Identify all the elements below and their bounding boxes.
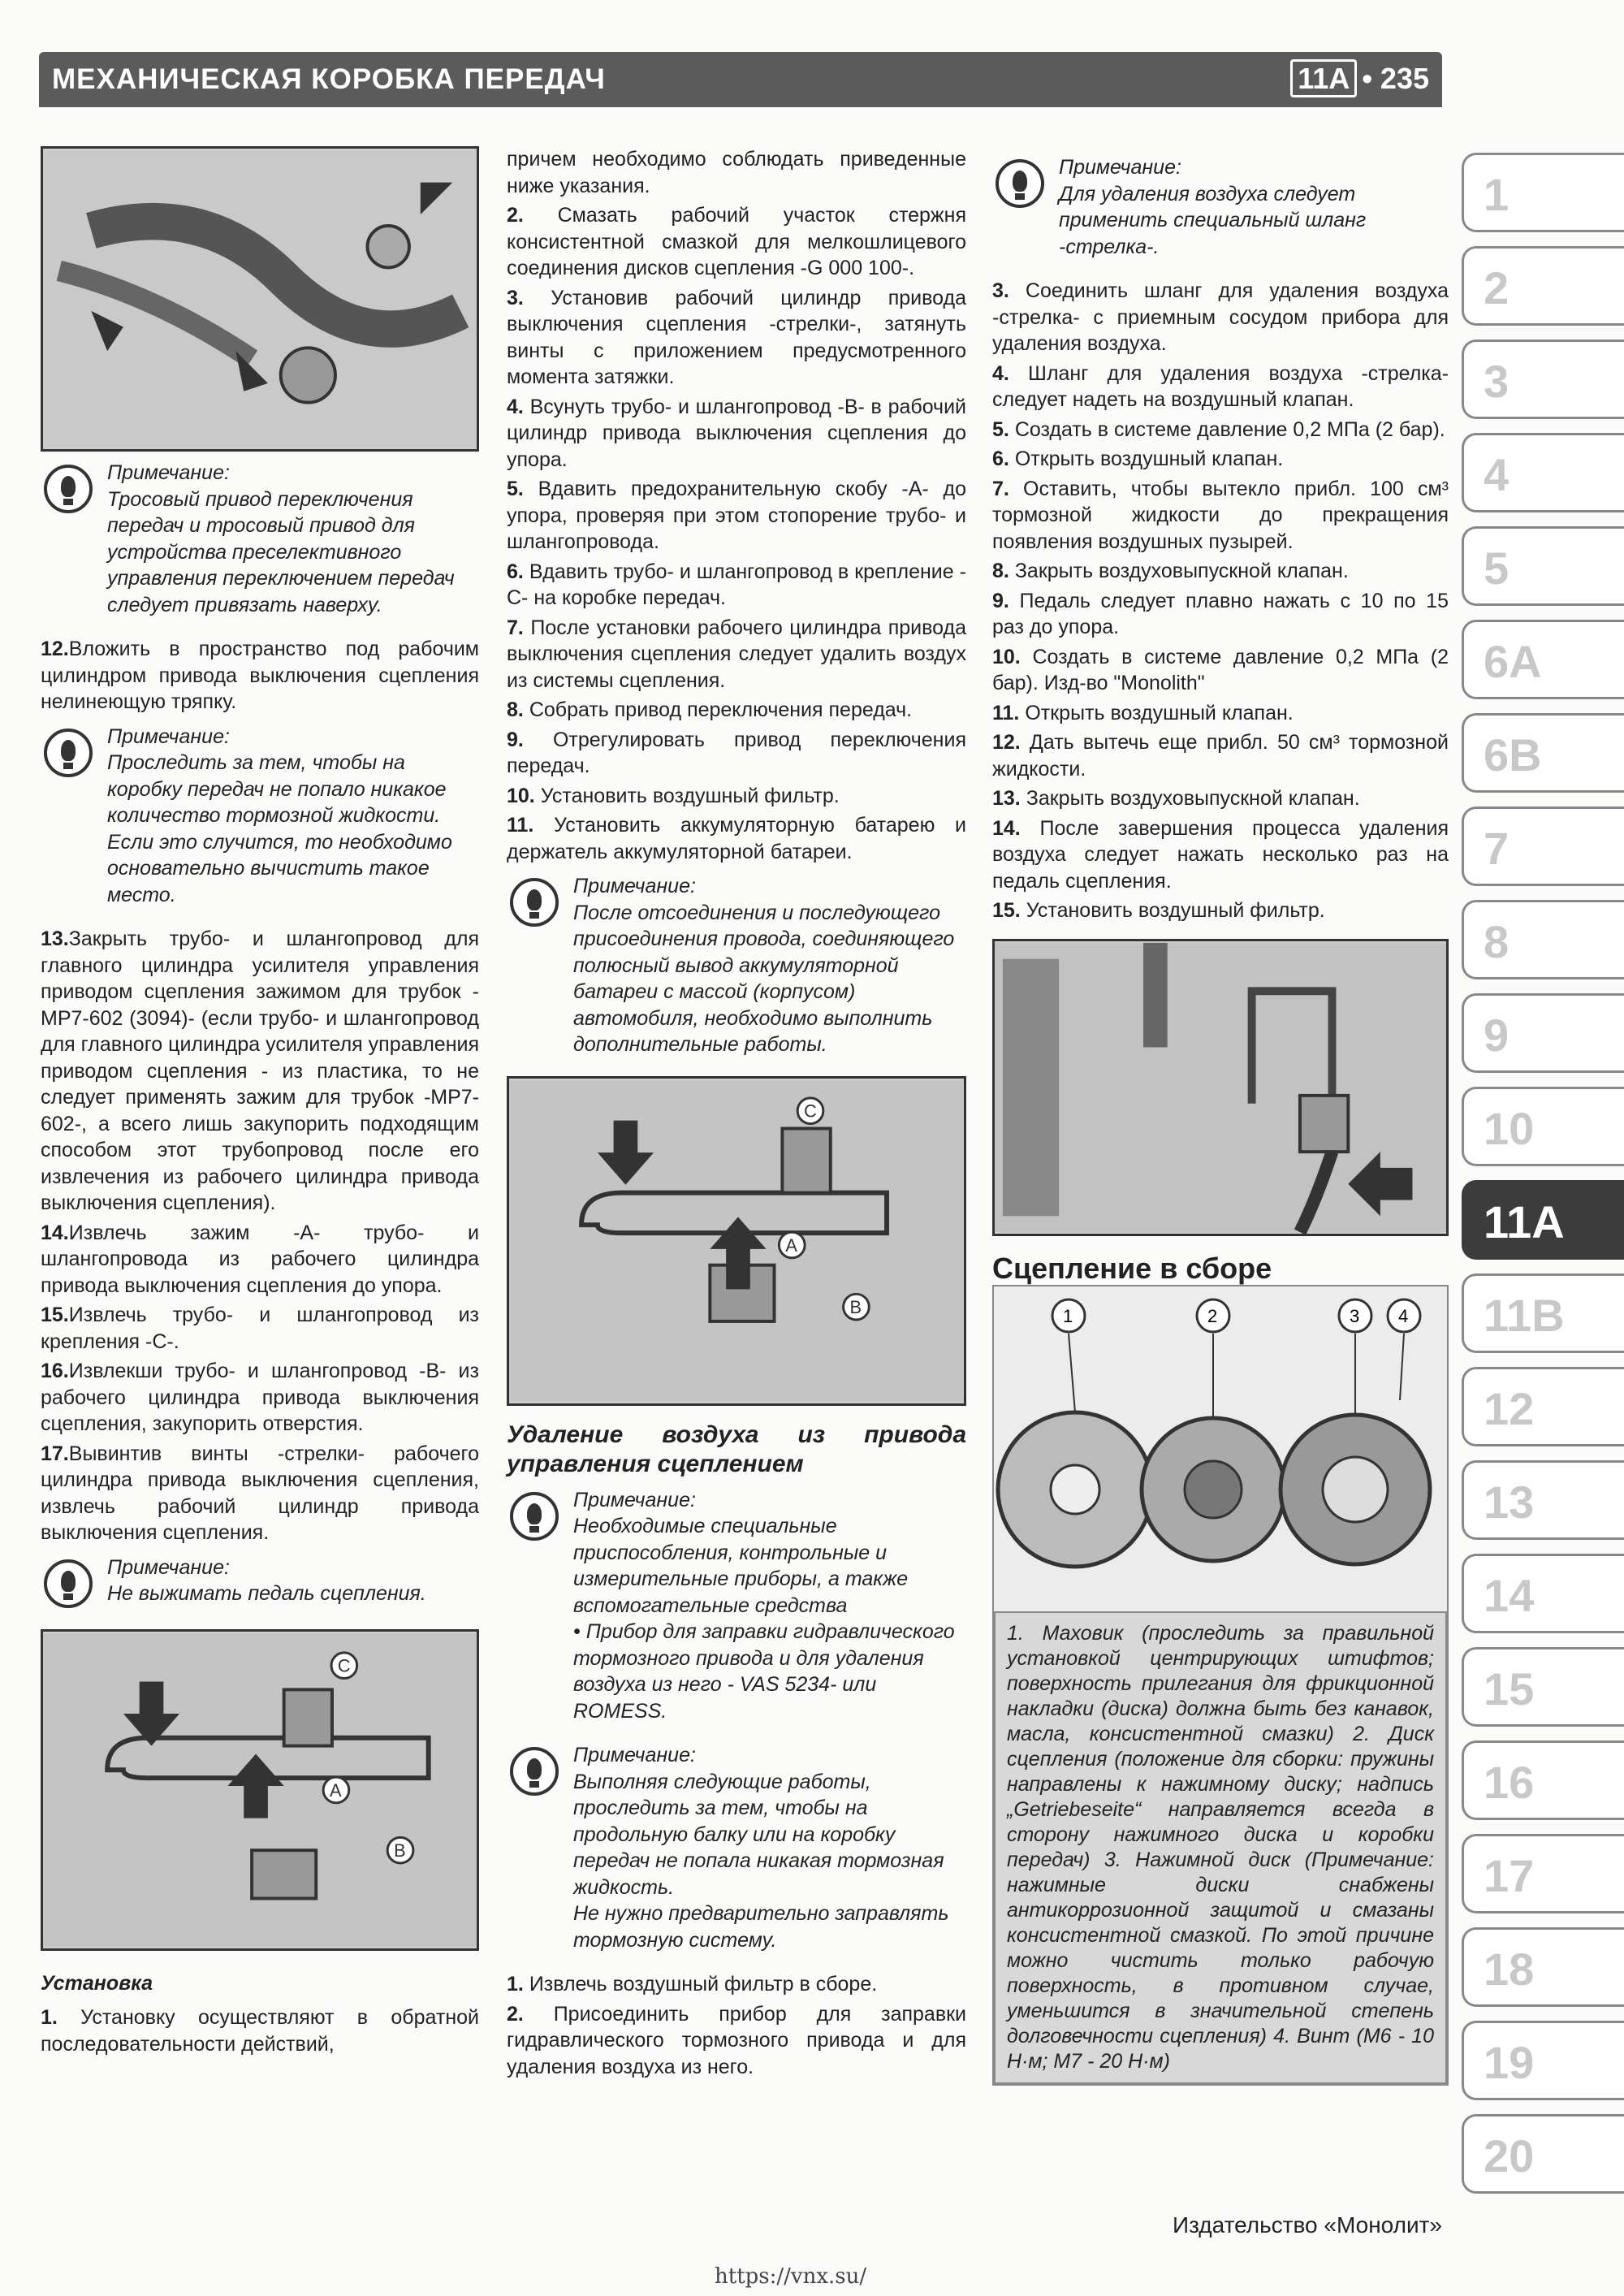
note-title: Примечание:	[107, 461, 230, 484]
step-b2: 2. Присоединить прибор для заправки гидравлического тормозного привода и для удаления воздуха из него.	[507, 2002, 967, 2078]
figure-clutch-assembly	[994, 1286, 1447, 1611]
label-c: C	[337, 1655, 351, 1676]
step-11: 11. Установить аккумуляторную батарею и держатель аккумуляторной батареи.	[507, 814, 966, 863]
page-number: 235	[1380, 62, 1429, 95]
step-15: 15.Извлечь трубо- и шлангопровод из крепления -C-.	[41, 1304, 479, 1353]
chapter-tab-11b[interactable]: 11B	[1462, 1273, 1624, 1353]
label-a: A	[330, 1779, 342, 1801]
chapter-tab-20[interactable]: 20	[1462, 2114, 1624, 2194]
step-4: 4. Всунуть трубо- и шлангопровод -B- в рабочий цилиндр привода выключения сцепления до упора.	[507, 395, 967, 471]
chapter-tab-7[interactable]: 7	[1462, 806, 1624, 886]
label-4: 4	[1398, 1306, 1409, 1326]
step-16: 16.Извлекши трубо- и шлангопровод -B- из рабочего цилиндра привода выключения сцепления, закупорить отверстия.	[41, 1360, 479, 1435]
chapter-tab-2[interactable]: 2	[1462, 246, 1624, 326]
figure-slave-cylinder-2-drawing	[509, 1079, 964, 1403]
page-number-block: 11A • 235	[1290, 62, 1429, 96]
chapter-tab-9[interactable]: 9	[1462, 993, 1624, 1073]
label-a: A	[785, 1234, 797, 1256]
step-c8: 8. Закрыть воздуховыпускной клапан.	[992, 560, 1349, 582]
chapter-tab-6a[interactable]: 6A	[1462, 620, 1624, 699]
section-title: Сцепление в сборе	[992, 1251, 1272, 1285]
figure-slave-cylinder-2	[507, 1076, 966, 1406]
publisher: Издательство «Монолит»	[1172, 2212, 1442, 2238]
label-b: B	[394, 1840, 406, 1861]
figure-bleed-valve	[992, 939, 1449, 1236]
chapter-tab-15[interactable]: 15	[1462, 1647, 1624, 1727]
note-pedal: Примечание: Не выжимать педаль сцепления.	[41, 1554, 479, 1611]
figure-slave-cylinder-1-drawing	[43, 1632, 477, 1948]
step-17: 17.Вывинтив винты -стрелки- рабочего цилиндра привода выключения сцепления, извлечь рабочий цилиндр привода выключения сцепления.	[41, 1442, 479, 1544]
label-2: 2	[1207, 1306, 1218, 1326]
step-c15: 15. Установить воздушный фильтр.	[992, 899, 1325, 922]
step-c7: 7. Оставить, чтобы вытекло прибл. 100 см³ тормозной жидкости до прекращения появления воздушных пузырей.	[992, 477, 1449, 553]
step-c10: 10. Создать в системе давление 0,2 МПа (2 бар). Изд-во "Monolith"	[992, 645, 1449, 694]
step-c3: 3. Соединить шланг для удаления воздуха -стрелка- с приемным сосудом прибора для удаления воздуха.	[992, 279, 1449, 355]
step-c9: 9. Педаль следует плавно нажать с 10 по 15 раз до упора.	[992, 589, 1449, 638]
note-tools: Примечание: Необходимые специальные приспособления, контрольные и измерительные приборы, а также вспомогательные средства • Прибор для заправки гидравлического тормозного привода и для удаления воздуха из него - VAS 5234- или ROMESS.	[507, 1487, 966, 1725]
step-c5: 5. Создать в системе давление 0,2 МПа (2 бар).	[992, 417, 1445, 441]
chapter-tab-6b[interactable]: 6B	[1462, 713, 1624, 793]
figure-gear-cables-drawing	[43, 149, 477, 449]
chapter-tabs	[1462, 153, 1624, 2207]
figure-slave-cylinder-1	[41, 1629, 479, 1951]
page-header	[39, 52, 1442, 107]
chapter-tab-14[interactable]: 14	[1462, 1554, 1624, 1633]
step-9: 9. Отрегулировать привод переключения передач.	[507, 728, 966, 777]
chapter-tab-5[interactable]: 5	[1462, 526, 1624, 606]
clutch-assembly-box	[992, 1285, 1449, 2086]
section-code: 11A	[1290, 59, 1357, 97]
column-1	[41, 146, 479, 2060]
column-3	[992, 146, 1449, 2086]
chapter-tab-16[interactable]: 16	[1462, 1740, 1624, 1820]
chapter-tab-11a[interactable]: 11A	[1462, 1180, 1624, 1260]
chapter-tab-12[interactable]: 12	[1462, 1367, 1624, 1446]
note-bulb-icon	[44, 465, 93, 513]
step-c14: 14. После завершения процесса удаления воздуха следует нажать несколько раз на педаль сцепления.	[992, 816, 1449, 893]
chapter-tab-13[interactable]: 13	[1462, 1460, 1624, 1540]
chapter-tab-18[interactable]: 18	[1462, 1927, 1624, 2007]
step-3: 3. Установив рабочий цилиндр привода выключения сцепления -стрелки-, затянуть винты с приложением предусмотренного момента затяжки.	[507, 286, 966, 388]
chapter-tab-10[interactable]: 10	[1462, 1087, 1624, 1166]
chapter-tab-4[interactable]: 4	[1462, 433, 1624, 512]
chapter-tab-1[interactable]: 1	[1462, 153, 1624, 232]
install-title: Установка	[41, 1971, 153, 1995]
step-6: 6. Вдавить трубо- и шлангопровод в крепление -C- на коробке передач.	[507, 560, 966, 609]
step-c6: 6. Открыть воздушный клапан.	[992, 448, 1284, 470]
continuation: причем необходимо соблюдать приведенные ниже указания.	[507, 148, 966, 197]
figure-gear-cables	[41, 146, 479, 452]
note-bulb-icon	[510, 1747, 559, 1796]
figure-caption: 1. Маховик (проследить за правильной установкой центрирующих штифтов; поверхность прилегания для фрикционной накладки (диска) должна быть без канавок, масла, консистентной смазки) 2. Диск сцепления (положение для сборки: пружины направлены к нажимному диску; надпись „Getriebeseite“ направляется всегда в сторону нажимного диска и коробки передач) 3. Нажимной диск (Примечание: нажимные диски снабжены антикоррозионной защитой и смазаны консистентной смазкой. По этой причине можно чистить только рабочую поверхность, в противном случае, уменьшится в значительной степень долговечности сцепления) 4. Винт (M6 - 10 Н·м; M7 - 20 Н·м)	[994, 1611, 1447, 2084]
tool-bullet: • Прибор для заправки гидравлического тормозного привода и для удаления воздуха из него - VAS 5234- или ROMESS.	[573, 1620, 955, 1723]
label-3: 3	[1350, 1306, 1360, 1326]
note-brake-fluid: Примечание: Проследить за тем, чтобы на коробку передач не попало никакое количество тормозной жидкости. Если это случится, то необходимо основательно вычистить такое место.	[41, 724, 479, 909]
note-brake-fluid-2: Примечание: Выполняя следующие работы, проследить за тем, чтобы на продольную балку или на коробку передач не попала никакая тормозная жидкость. Не нужно предварительно заправлять тормозную систему.	[507, 1742, 966, 1953]
chapter-tab-17[interactable]: 17	[1462, 1834, 1624, 1913]
note-bulb-icon	[510, 1492, 559, 1541]
step-c11: 11. Открыть воздушный клапан.	[992, 701, 1294, 724]
step-2: 2. Смазать рабочий участок стержня консистентной смазкой для мелкошлицевого соединения дисков сцепления -G 000 100-.	[507, 204, 966, 279]
step-5: 5. Вдавить предохранительную скобу -A- до упора, проверяя при этом стопорение трубо- и шлангопровода.	[507, 478, 966, 553]
note-bulb-icon	[44, 1559, 93, 1608]
step-c12: 12. Дать вытечь еще прибл. 50 см³ тормозной жидкости.	[992, 731, 1449, 780]
step-13: 13.Закрыть трубо- и шлангопровод для главного цилиндра усилителя управления приводом сцепления зажимом для трубок -MP7-602 (3094)- (если трубо- и шлангопровод для главного цилиндра усилителя управления приводом сцепления - из пластика, то не следует применять зажим для трубок -MP7-602-, а всего лишь закупорить подходящим способом этот трубопровод после его извлечения из рабочего цилиндра привода выключения сцепления).	[41, 927, 480, 1214]
source-url[interactable]: https://vnx.su/	[715, 2264, 867, 2289]
step-1: 1. Установку осуществляют в обратной последовательности действий,	[41, 2006, 479, 2056]
note-battery: Примечание: После отсоединения и последующего присоединения провода, соединяющего полюсный вывод аккумуляторной батареи с массой (корпусом) автомобиля, необходимо выполнить дополнительные работы.	[507, 873, 966, 1058]
label-1: 1	[1063, 1306, 1073, 1326]
step-b1: 1. Извлечь воздушный фильтр в сборе.	[507, 1973, 878, 1995]
chapter-tab-8[interactable]: 8	[1462, 900, 1624, 979]
note-bulb-icon	[510, 878, 559, 927]
label-c: C	[804, 1100, 817, 1122]
step-12: 12.Вложить в пространство под рабочим цилиндром привода выключения сцепления нелинеющую тряпку.	[41, 638, 479, 713]
note-hose: Примечание: Для удаления воздуха следует применить специальный шланг -стрелка-.	[992, 154, 1449, 260]
chapter-title: МЕХАНИЧЕСКАЯ КОРОБКА ПЕРЕДАЧ	[52, 63, 606, 95]
column-2	[507, 146, 966, 2083]
figure-bleed-valve-drawing	[995, 941, 1446, 1234]
label-b: B	[849, 1296, 862, 1317]
note-text: Тросовый привод переключения передач и тросовый привод для устройства преселективного управления переключением передач следует привязать наверху.	[107, 487, 455, 616]
step-14: 14.Извлечь зажим -A- трубо- и шлангопровода из рабочего цилиндра привода выключения сцепления до упора.	[41, 1221, 479, 1297]
note-bulb-icon	[44, 729, 93, 777]
note-cables	[41, 460, 479, 618]
step-7: 7. После установки рабочего цилиндра привода выключения сцепления следует удалить воздух из системы сцепления.	[507, 616, 966, 692]
step-c4: 4. Шланг для удаления воздуха -стрелка- следует надеть на воздушный клапан.	[992, 361, 1449, 411]
subsection-title: Удаление воздуха из привода управления сцеплением	[507, 1420, 966, 1477]
chapter-tab-19[interactable]: 19	[1462, 2021, 1624, 2100]
chapter-tab-3[interactable]: 3	[1462, 339, 1624, 419]
figure-clutch-assembly-drawing	[994, 1286, 1447, 1611]
step-c13: 13. Закрыть воздуховыпускной клапан.	[992, 787, 1360, 810]
step-10: 10. Установить воздушный фильтр.	[507, 784, 840, 807]
step-8: 8. Собрать привод переключения передач.	[507, 698, 913, 721]
note-bulb-icon	[996, 159, 1044, 208]
